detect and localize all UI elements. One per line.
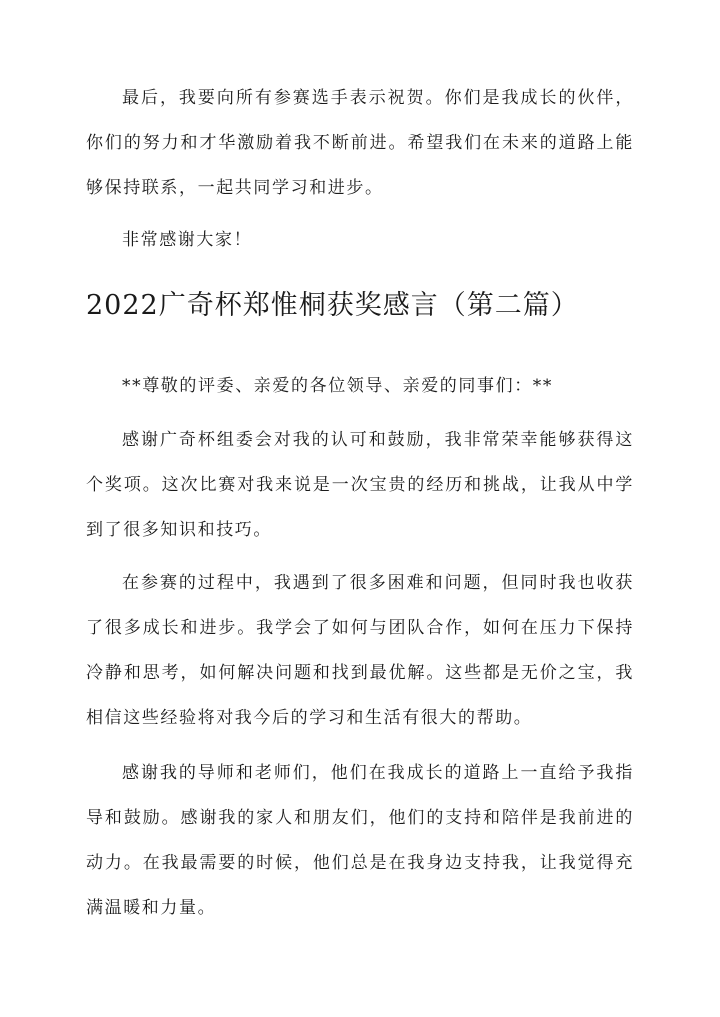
paragraph-competition-experience: 在参赛的过程中，我遇到了很多困难和问题，但同时我也收获了很多成长和进步。我学会了如何与团队合作，如何在压力下保持冷静和思考，如何解决问题和找到最优解。这些都是无价之宝，我相信这些经验将对我今后的学习和生活有很大的帮助。 [86,573,634,728]
paragraph-salutation: **尊敬的评委、亲爱的各位领导、亲爱的同事们：** [122,376,553,396]
paragraph-gratitude-committee: 感谢广奇杯组委会对我的认可和鼓励，我非常荣幸能够获得这个奖项。这次比赛对我来说是一次宝贵的经历和挑战，让我从中学到了很多知识和技巧。 [86,430,634,540]
paragraph-gratitude-mentors-family: 感谢我的导师和老师们，他们在我成长的道路上一直给予我指导和鼓励。感谢我的家人和朋友们，他们的支持和陪伴是我前进的动力。在我最需要的时候，他们总是在我身边支持我，让我觉得充满温暖和力量。 [86,763,634,918]
paragraph-closing-congratulations: 最后，我要向所有参赛选手表示祝贺。你们是我成长的伙伴，你们的努力和才华激励着我不断前进。希望我们在未来的道路上能够保持联系，一起共同学习和进步。 [86,88,634,198]
paragraph-thanks: 非常感谢大家！ [122,230,253,250]
section-heading: 2022广奇杯郑惟桐获奖感言（第二篇） [86,290,579,321]
